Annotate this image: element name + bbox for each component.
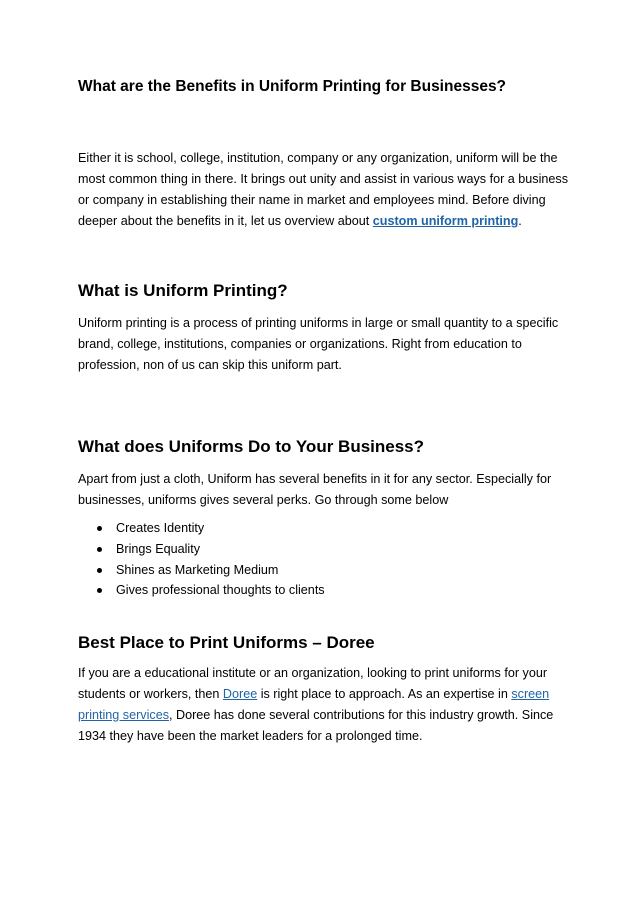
intro-text: Either it is school, college, institution, company or any organization, uniform will be the most common thing in there. It brings out unity and assist in various ways for a business or company in establishing their name in market and employees mind. Before diving deeper about the benefits in it, let us overview about: [78, 151, 568, 228]
document-title: What are the Benefits in Uniform Printing for Businesses?: [78, 78, 507, 95]
list-item: Brings Equality: [78, 539, 325, 560]
section-heading-what-does-uniforms-do: What does Uniforms Do to Your Business?: [78, 437, 425, 456]
section-heading-best-place-to-print: Best Place to Print Uniforms – Doree: [78, 633, 375, 652]
section-heading-what-is-uniform-printing: What is Uniform Printing?: [78, 281, 288, 300]
benefits-list: [78, 518, 325, 601]
bullet-icon: [97, 588, 102, 593]
list-item: Creates Identity: [78, 518, 325, 539]
intro-paragraph: [78, 148, 568, 232]
section2-paragraph: Apart from just a cloth, Uniform has several benefits in it for any sector. Especially for businesses, uniforms gives several perks. Go through some below: [78, 472, 552, 507]
bullet-icon: [97, 568, 102, 573]
list-item: Shines as Marketing Medium: [78, 560, 325, 581]
intro-text-end: .: [518, 214, 522, 228]
bullet-icon: [97, 526, 102, 531]
section3-paragraph: If you are a educational institute or an organization, looking to print uniforms for your students or workers, then Doree is right place to approach. As an expertise in screen printing services, Doree has done several contributions for this industry growth. Since 1934 they have been the market leaders for a prolonged time.: [78, 666, 554, 743]
custom-uniform-printing-link[interactable]: custom uniform printing: [372, 214, 519, 228]
list-item: Gives professional thoughts to clients: [78, 580, 325, 601]
doree-link[interactable]: Doree: [222, 687, 258, 701]
screen-printing-services-link[interactable]: screen printing services: [78, 687, 550, 722]
bullet-icon: [97, 547, 102, 552]
section1-paragraph: Uniform printing is a process of printing uniforms in large or small quantity to a specific brand, college, institutions, companies or organizations. Right from education to profession, non of us can skip this uniform part.: [78, 316, 559, 372]
